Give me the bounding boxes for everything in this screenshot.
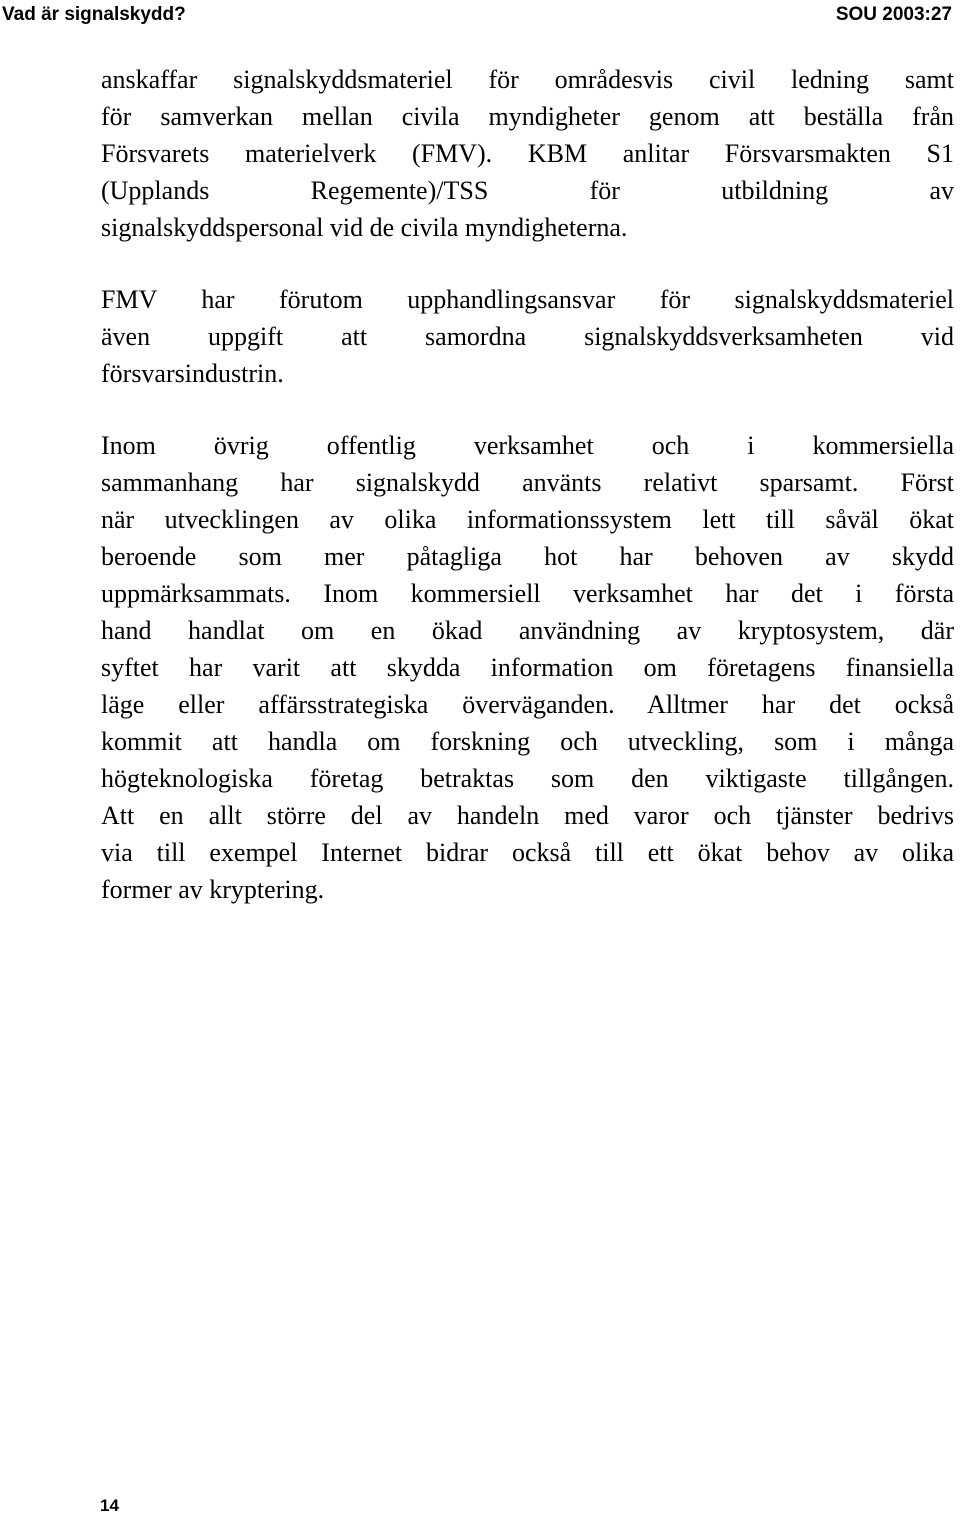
text-line: former av kryptering. [101,875,325,904]
text-line: Försvarets materielverk (FMV). KBM anlitar Försvarsmakten S1 [101,139,954,168]
text-line: läge eller affärsstrategiska överväganden. Alltmer har det också [101,690,954,719]
body-text [101,61,954,943]
text-line: när utvecklingen av olika informationssystem lett till såväl ökat [101,505,954,534]
page-number: 14 [100,1496,119,1515]
text-line: hand handlat om en ökad användning av kryptosystem, där [101,616,954,645]
text-line: sammanhang har signalskydd använts relativt sparsamt. Först [101,468,954,497]
text-line: signalskyddspersonal vid de civila myndigheterna. [101,213,628,242]
text-line: uppmärksammats. Inom kommersiell verksamhet har det i första [101,579,954,608]
text-line: även uppgift att samordna signalskyddsverksamheten vid [101,322,954,351]
paragraph-1 [101,61,954,246]
text-line: Att en allt större del av handeln med varor och tjänster bedrivs [101,801,954,830]
document-reference: SOU 2003:27 [835,4,952,25]
text-line: FMV har förutom upphandlingsansvar för signalskyddsmateriel [101,285,954,314]
text-line: (Upplands Regemente)/TSS för utbildning av [101,176,954,205]
text-line: anskaffar signalskyddsmateriel för områdesvis civil ledning samt [101,65,954,94]
text-line: syftet har varit att skydda information om företagens finansiella [101,653,954,682]
text-line: högteknologiska företag betraktas som den viktigaste tillgången. [101,764,954,793]
running-header [0,0,960,32]
chapter-title: Vad är signalskydd? [2,4,186,25]
paragraph-3 [101,427,954,908]
paragraph-2 [101,281,954,392]
text-line: kommit att handla om forskning och utveckling, som i många [101,727,954,756]
text-line: försvarsindustrin. [101,359,284,388]
text-line: Inom övrig offentlig verksamhet och i kommersiella [101,431,954,460]
text-line: beroende som mer påtagliga hot har behoven av skydd [101,542,954,571]
text-line: för samverkan mellan civila myndigheter genom att beställa från [101,102,954,131]
text-line: via till exempel Internet bidrar också till ett ökat behov av olika [101,838,954,867]
